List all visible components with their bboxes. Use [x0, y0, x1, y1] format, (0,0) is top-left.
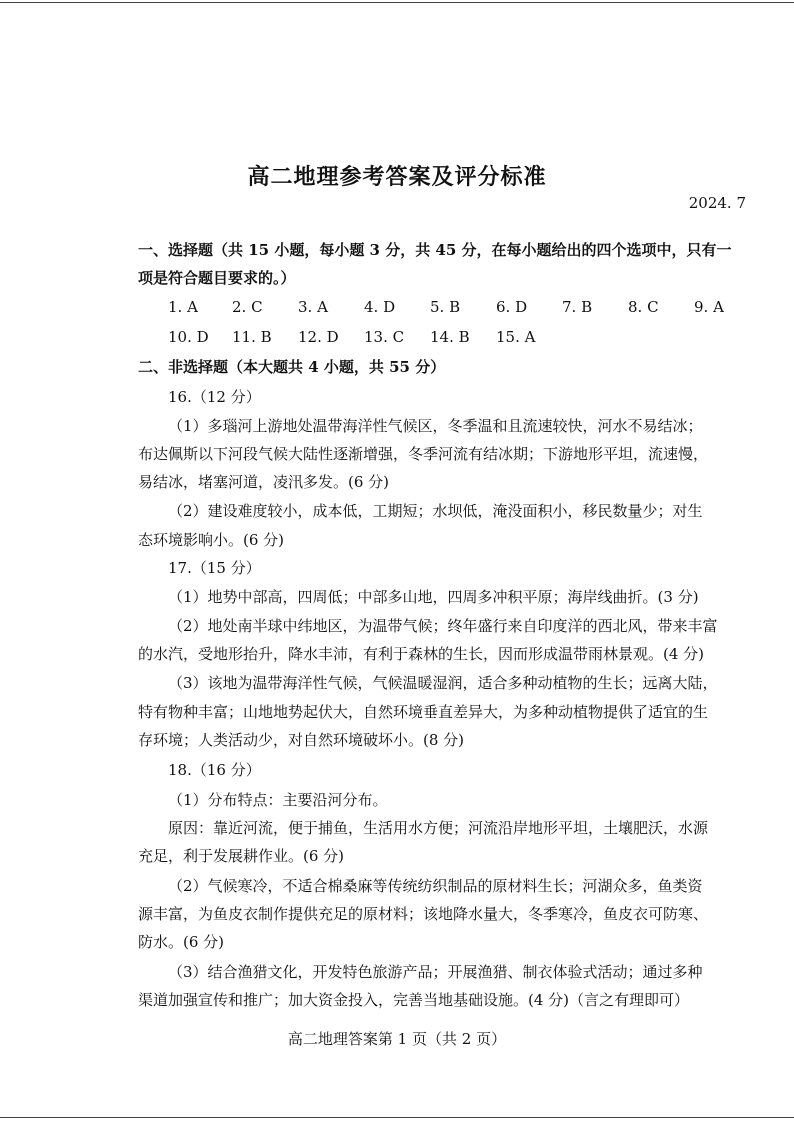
answer-item: 12. D: [298, 328, 339, 346]
answer-line: 防水。(6 分): [138, 933, 225, 951]
answer-item: 5. B: [430, 298, 461, 316]
answer-item: 8. C: [628, 298, 659, 316]
answer-item: 9. A: [694, 298, 724, 316]
bottom-rule: [0, 1117, 794, 1118]
answer-item: 11. B: [232, 328, 272, 346]
page-footer: 高二地理答案第 1 页（共 2 页）: [287, 1030, 507, 1048]
answer-line: （3）该地为温带海洋性气候，气候温暖湿润，适合多种动植物的生长；远离大陆，: [168, 674, 718, 692]
answer-line: （2）气候寒冷，不适合棉桑麻等传统纺织制品的原材料生长；河湖众多，鱼类资: [168, 877, 703, 895]
section1-heading-line2: 项是符合题目要求的。）: [138, 269, 296, 287]
document-date: 2024. 7: [688, 194, 746, 212]
answer-item: 13. C: [364, 328, 405, 346]
section2-heading: 二、非选择题（本大题共 4 小题，共 55 分）: [138, 358, 446, 376]
answer-line: 态环境影响小。(6 分): [138, 531, 285, 549]
answer-item: 3. A: [298, 298, 328, 316]
answer-item: 7. B: [562, 298, 593, 316]
answer-item: 2. C: [232, 298, 263, 316]
answer-item: 10. D: [168, 328, 209, 346]
answer-line: 易结冰，堵塞河道，凌汛多发。(6 分): [138, 473, 390, 491]
answer-line: 源丰富，为鱼皮衣制作提供充足的原材料；该地降水量大，冬季寒冷，鱼皮衣可防寒、: [138, 905, 709, 923]
answer-line: （2）建设难度较小，成本低，工期短；水坝低，淹没面积小，移民数量少；对生: [168, 502, 703, 520]
answer-line: 的水汽，受地形抬升，降水丰沛，有利于森林的生长，因而形成温带雨林景观。(4 分): [138, 645, 705, 663]
answer-line: （3）结合渔猎文化，开发特色旅游产品；开展渔猎、制衣体验式活动；通过多种: [168, 963, 703, 981]
answer-line: （1）分布特点：主要沿河分布。: [168, 791, 388, 809]
answer-item: 14. B: [430, 328, 470, 346]
answer-line: 布达佩斯以下河段气候大陆性逐渐增强，冬季河流有结冰期；下游地形平坦，流速慢，: [138, 445, 709, 463]
answer-line: 渠道加强宣传和推广；加大资金投入，完善当地基础设施。(4 分)（言之有理即可）: [138, 991, 690, 1009]
answer-line: 存环境；人类活动少，对自然环境破坏小。(8 分): [138, 731, 465, 749]
section1-heading-line1: 一、选择题（共 15 小题，每小题 3 分，共 45 分，在每小题给出的四个选项中，只有一: [138, 241, 732, 259]
question-header: 18.（16 分）: [168, 761, 261, 779]
page-title: 高二地理参考答案及评分标准: [247, 164, 547, 190]
answer-line: 特有物种丰富；山地地势起伏大，自然环境垂直差异大，为多种动植物提供了适宜的生: [138, 703, 709, 721]
answer-item: 15. A: [496, 328, 536, 346]
answer-item: 4. D: [364, 298, 396, 316]
answer-line: （1）地势中部高，四周低；中部多山地，四周多冲积平原；海岸线曲折。(3 分): [168, 588, 699, 606]
answer-line: 原因：靠近河流，便于捕鱼，生活用水方便；河流沿岸地形平坦，土壤肥沃，水源: [168, 819, 709, 837]
question-header: 16.（12 分）: [168, 388, 261, 406]
answer-item: 1. A: [168, 298, 198, 316]
answer-line: 充足，利于发展耕作业。(6 分): [138, 847, 345, 865]
question-header: 17.（15 分）: [168, 559, 261, 577]
top-rule: [0, 2, 794, 3]
answer-item: 6. D: [496, 298, 528, 316]
answer-line: （1）多瑙河上游地处温带海洋性气候区，冬季温和且流速较快，河水不易结冰；: [168, 417, 703, 435]
answer-line: （2）地处南半球中纬地区，为温带气候；终年盛行来自印度洋的西北风，带来丰富: [168, 617, 718, 635]
